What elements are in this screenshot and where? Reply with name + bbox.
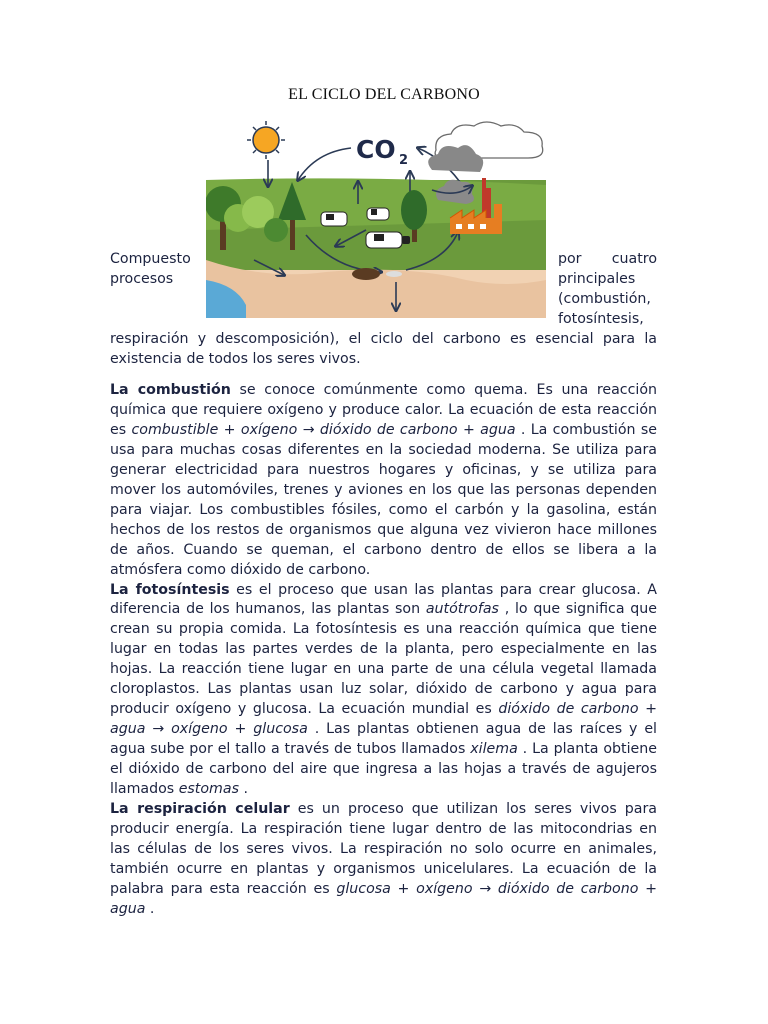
respiracion-text-2: . xyxy=(145,900,155,917)
term-xilema: xilema xyxy=(470,741,518,758)
carbon-cycle-illustration xyxy=(206,120,546,318)
heading-combustion: La combustión xyxy=(110,382,231,398)
body-text xyxy=(110,381,657,920)
heading-respiracion: La respiración celular xyxy=(110,801,290,818)
combustion-text-2: . La combustión se usa para muchas cosas diferentes en la sociedad moderna. Se utiliza para generar electricidad para nuestros hogares y oficinas, y se utiliza para mover los automóviles, trenes y aviones en los que las personas dependen para viajar. Los combustibles fósiles, como el carbón y la gasolina, están hechos de los restos de organismos que alguna vez vivieron hace millones de años. Cuando se queman, el carbono dentro de ellos se libera a la atmósfera como dióxido de carbono. xyxy=(110,421,657,578)
fotosintesis-text-4: . La planta obtiene el dióxido de carbono del aire que ingresa a las hojas a través de agujeros llamados xyxy=(110,741,657,798)
sun-icon xyxy=(247,121,285,159)
intro-line-6: existencia de todos los seres vivos. xyxy=(110,351,361,367)
intro-line-1-left: Compuesto xyxy=(110,251,191,267)
intro-line-2-right: principales xyxy=(558,271,636,287)
paragraph-respiracion xyxy=(110,800,657,920)
respiracion-equation: glucosa + oxígeno → dióxido de carbono + agua xyxy=(110,880,657,917)
intro-line-3-right: (combustión, xyxy=(558,291,651,307)
term-estomas: estomas xyxy=(178,781,239,798)
fotosintesis-text-3: . Las plantas obtienen agua de las raíces y el agua sube por el tallo a través de tubos llamados xyxy=(110,721,657,758)
intro-line-4-right: fotosíntesis, xyxy=(558,311,644,327)
page-title: EL CICLO DEL CARBONO xyxy=(288,86,480,103)
decomposition-icon xyxy=(352,268,380,280)
fotosintesis-text-1: es el proceso que usan las plantas para crear glucosa. A diferencia de los humanos, las plantas son xyxy=(110,581,657,618)
respiracion-text-1: es un proceso que utilizan los seres vivos para producir energía. La respiración tiene lugar dentro de las mitocondrias en las células de los seres vivos. La respiración no solo ocurre en animales, también ocurre en plantas y organismos unicelulares. La ecuación de la palabra para esta reacción es xyxy=(110,801,658,897)
intro-line-2-left: procesos xyxy=(110,271,174,287)
combustion-text-1: se conoce comúnmente como quema. Es una reacción química que requiere oxígeno y produce calor. La ecuación de esta reacción es xyxy=(110,382,657,438)
co2-label: CO xyxy=(356,135,396,164)
fotosintesis-equation: dióxido de carbono + agua → oxígeno + glucosa xyxy=(110,701,657,738)
intro-line-5: respiración y descomposición), el ciclo del carbono es esencial para la xyxy=(110,331,657,347)
term-autotrofas: autótrofas xyxy=(425,601,499,618)
combustion-equation: combustible + oxígeno → dióxido de carbono + agua xyxy=(131,421,516,438)
co2-subscript: 2 xyxy=(399,153,409,168)
paragraph-fotosintesis xyxy=(110,581,657,800)
fotosintesis-text-2: , lo que significa que crean su propia comida. La fotosíntesis es una reacción química que tiene lugar en todas las partes verdes de la planta, pero especialmente en las hojas. La reacción tiene lugar en una parte de una célula vegetal llamada cloroplastos. Las plantas usan luz solar, dióxido de carbono y agua para producir oxígeno y glucosa. La ecuación mundial es xyxy=(110,601,658,718)
paragraph-combustion xyxy=(110,381,657,581)
intro-line-1-right: por cuatro xyxy=(558,251,657,267)
fotosintesis-text-5: . xyxy=(238,781,248,798)
heading-fotosintesis: La fotosíntesis xyxy=(110,581,230,598)
